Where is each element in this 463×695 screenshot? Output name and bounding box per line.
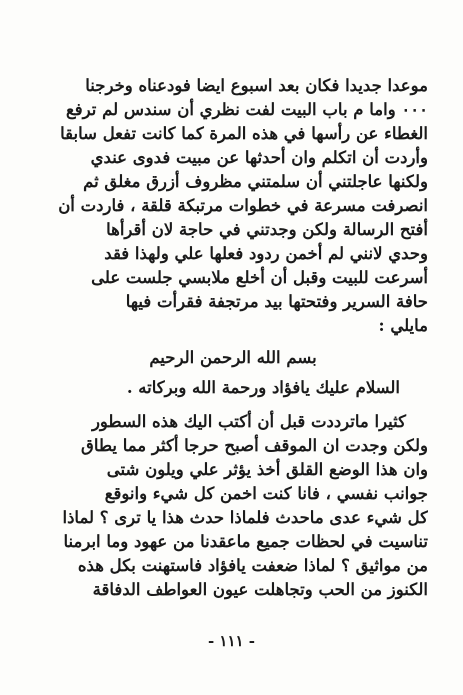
- greeting-line: السلام عليك يافؤاد ورحمة الله وبركاته .: [126, 378, 400, 397]
- text-line: انصرفت مسرعة في خطوات مرتبكة قلقة ، فاردت أن: [58, 196, 428, 215]
- text-line: حافة السرير وفتحتها بيد مرتجفة فقرأت فيها: [125, 292, 428, 311]
- text-line: موعدا جديدا فكان بعد اسبوع ايضا فودعناه وخرجنا: [85, 76, 428, 95]
- text-line: مايلي :: [378, 316, 428, 335]
- text-line: ٠٠٠ واما م باب البيت لفت نظري أن سندس لم ترفع: [66, 100, 428, 119]
- text-line: الغطاء عن رأسها في هذه المرة كما كانت تفعل سابقا: [60, 124, 428, 143]
- text-line: تناسيت في لحظات جميع ماعقدنا من عهود وما ابرمنا: [63, 532, 428, 551]
- text-line: وحدي لانني لم أخمن ردود فعلها علي ولهذا فقد: [104, 244, 428, 263]
- text-line: ولكن وجدت ان الموقف أصبح حرجا أكثر مما يطاق: [81, 436, 428, 455]
- text-line: من مواثيق ؟ لماذا ضعفت يافؤاد فاستهنت بكل هذه: [77, 556, 428, 575]
- basmala-heading: بسم الله الرحمن الرحيم: [149, 348, 317, 367]
- text-line: جوانب نفسي ، فانا كنت اخمن كل شيء وانوقع: [104, 484, 428, 503]
- text-line: كل شيء عدى ماحدث فلماذا حدث هذا يا ترى ؟ لماذا: [62, 508, 428, 527]
- text-line: وأردت أن اتكلم وان أحدثها عن مبيت فدوى عندي: [90, 148, 428, 167]
- page-number: - ١١١ -: [207, 632, 256, 650]
- text-line: أسرعت للبيت وقبل أن أخلع ملابسي جلست على: [91, 268, 428, 287]
- text-line: كثيرا ماترددت قبل أن أكتب اليك هذه السطور: [91, 412, 406, 431]
- text-line: أفتح الرسالة ولكن وجدتني في حاجة لان أقرأها: [106, 220, 428, 239]
- text-line: ولكنها عاجلتني أن سلمتني مظروف أزرق مغلق ثم: [83, 172, 428, 191]
- text-line: الكنوز من الحب وتجاهلت عيون العواطف الدفاقة: [92, 580, 428, 599]
- text-line: وان هذا الوضع القلق أخذ يؤثر علي ويلون شتى: [106, 460, 428, 479]
